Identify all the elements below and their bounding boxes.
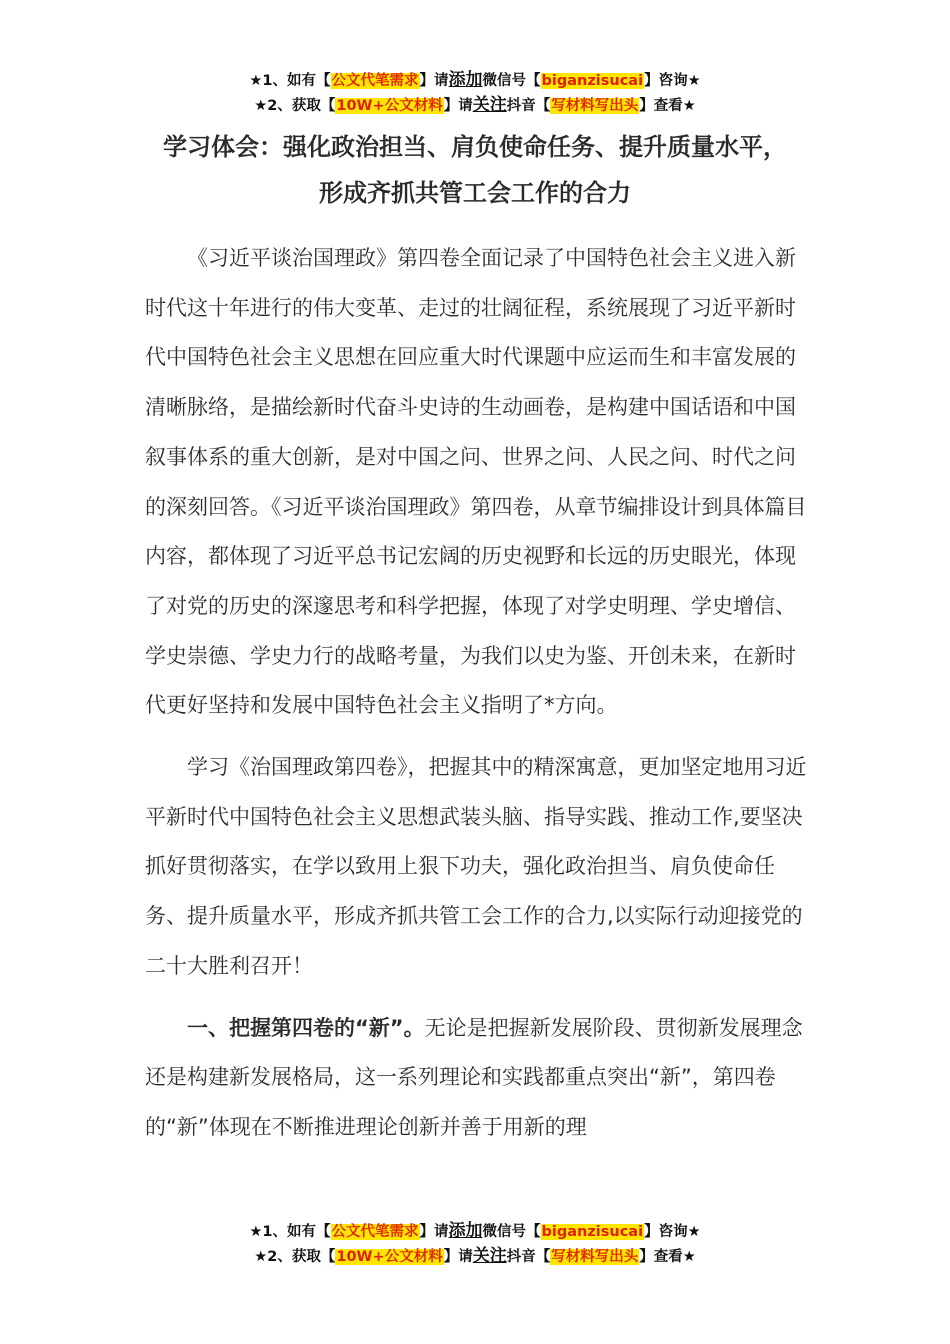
highlight-materials: 10W+公文材料 [336, 98, 443, 114]
document-body [145, 234, 810, 1165]
highlight-wechat-id: biganzisucai [541, 1224, 644, 1240]
promo-line-1: ★1、如有【公文代笔需求】请添加微信号【biganzisucai】咨询★ [249, 70, 701, 90]
highlight-wechat-id: biganzisucai [541, 73, 644, 89]
document-title [0, 124, 950, 216]
highlight-douyin: 写材料写出头 [551, 1249, 639, 1265]
section-heading: 一、把握第四卷的“新”。 [187, 1015, 425, 1040]
promo-banner-bottom [0, 1219, 950, 1269]
highlight-douyin: 写材料写出头 [551, 98, 639, 114]
paragraph-3 [145, 1004, 810, 1153]
highlight-materials: 10W+公文材料 [336, 1249, 443, 1265]
promo-line-2: ★2、获取【10W+公文材料】请关注抖音【写材料写出头】查看★ [254, 95, 696, 115]
title-line-2: 形成齐抓共管工会工作的合力 [319, 179, 631, 207]
promo-line-2-bottom: ★2、获取【10W+公文材料】请关注抖音【写材料写出头】查看★ [254, 1246, 696, 1266]
highlight-service: 公文代笔需求 [331, 73, 419, 89]
highlight-service: 公文代笔需求 [331, 1224, 419, 1240]
promo-line-1-bottom: ★1、如有【公文代笔需求】请添加微信号【biganzisucai】咨询★ [249, 1221, 701, 1241]
promo-banner-top [0, 68, 950, 118]
paragraph-2: 学习《治国理政第四卷》，把握其中的精深寓意，更加坚定地用习近平新时代中国特色社会主义思想武装头脑、指导实践、推动工作,要坚决抓好贯彻落实，在学以致用上狠下功夫，强化政治担当、肩负使命任务、提升质量水平，形成齐抓共管工会工作的合力,以实际行动迎接党的二十大胜利召开！ [145, 755, 807, 978]
paragraph-1: 《习近平谈治国理政》第四卷全面记录了中国特色社会主义进入新时代这十年进行的伟大变革、走过的壮阔征程，系统展现了习近平新时代中国特色社会主义思想在回应重大时代课题中应运而生和丰富发展的清晰脉络，是描绘新时代奋斗史诗的生动画卷，是构建中国话语和中国叙事体系的重大创新，是对中国之问、世界之问、人民之问、时代之问的深刻回答。《习近平谈治国理政》第四卷，从章节编排设计到具体篇目内容，都体现了习近平总书记宏阔的历史视野和长远的历史眼光，体现了对党的历史的深邃思考和科学把握，体现了对学史明理、学史增信、学史崇德、学史力行的战略考量，为我们以史为鉴、开创未来，在新时代更好坚持和发展中国特色社会主义指明了*方向。 [145, 246, 807, 718]
paragraph-3-text: 无论是把握新发展阶段、贯彻新发展理念还是构建新发展格局，这一系列理论和实践都重点突出“新”，第四卷的“新”体现在不断推进理论创新并善于用新的理 [145, 1015, 803, 1139]
title-line-1: 学习体会：强化政治担当、肩负使命任务、提升质量水平， [163, 133, 787, 161]
